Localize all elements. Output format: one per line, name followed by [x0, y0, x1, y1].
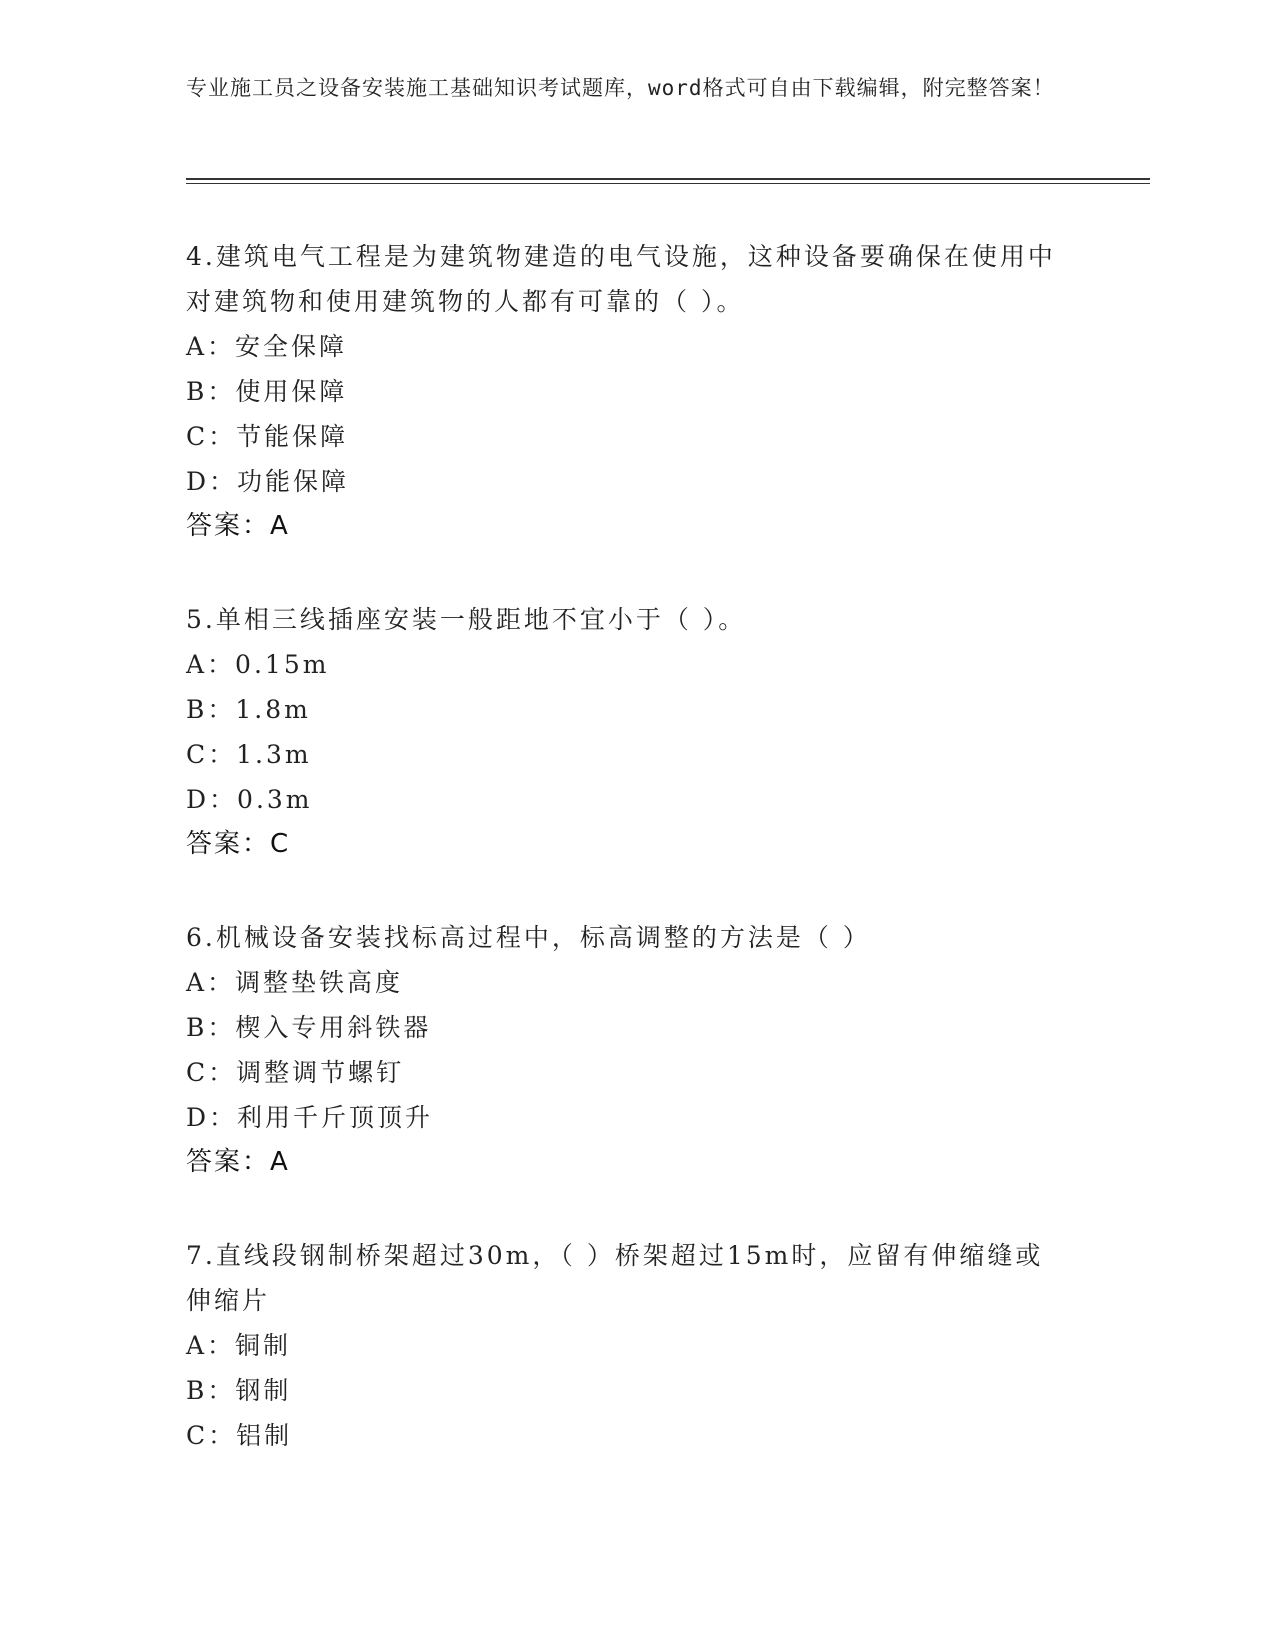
question-stem: 7.直线段钢制桥架超过30m，（ ）桥架超过15m时，应留有伸缩缝或伸缩片	[186, 1241, 1044, 1315]
question-stem: 6.机械设备安装找标高过程中，标高调整的方法是（ ）	[186, 923, 871, 952]
option-d: D：0.3m	[186, 785, 313, 814]
question-7	[186, 1233, 1066, 1458]
option-b: B：1.8m	[186, 695, 311, 724]
option-a: A：调整垫铁高度	[186, 968, 404, 997]
question-stem: 5.单相三线插座安装一般距地不宜小于（ ）。	[186, 605, 747, 634]
option-d: D：功能保障	[186, 467, 350, 496]
option-c: C：节能保障	[186, 422, 349, 451]
answer: 答案：C	[186, 829, 291, 859]
header-divider-bottom	[186, 183, 1150, 184]
answer: 答案：A	[186, 1147, 290, 1177]
option-a: A：0.15m	[186, 650, 330, 679]
option-c: C：1.3m	[186, 740, 312, 769]
option-c: C：铝制	[186, 1421, 293, 1450]
header-divider-top	[186, 178, 1150, 180]
option-b: B：钢制	[186, 1376, 292, 1405]
question-6	[186, 915, 1066, 1186]
document-header: 专业施工员之设备安装施工基础知识考试题库，word格式可自由下载编辑，附完整答案！	[186, 76, 1055, 100]
option-a: A：铜制	[186, 1331, 292, 1360]
question-stem: 4.建筑电气工程是为建筑物建造的电气设施，这种设备要确保在使用中对建筑物和使用建筑物的人都有可靠的（ ）。	[186, 242, 1056, 316]
question-4	[186, 234, 1066, 550]
option-c: C：调整调节螺钉	[186, 1058, 405, 1087]
answer: 答案：A	[186, 511, 290, 541]
option-d: D：利用千斤顶顶升	[186, 1103, 434, 1132]
option-b: B：使用保障	[186, 377, 348, 406]
option-a: A：安全保障	[186, 332, 348, 361]
question-5	[186, 597, 1066, 868]
option-b: B：楔入专用斜铁器	[186, 1013, 432, 1042]
